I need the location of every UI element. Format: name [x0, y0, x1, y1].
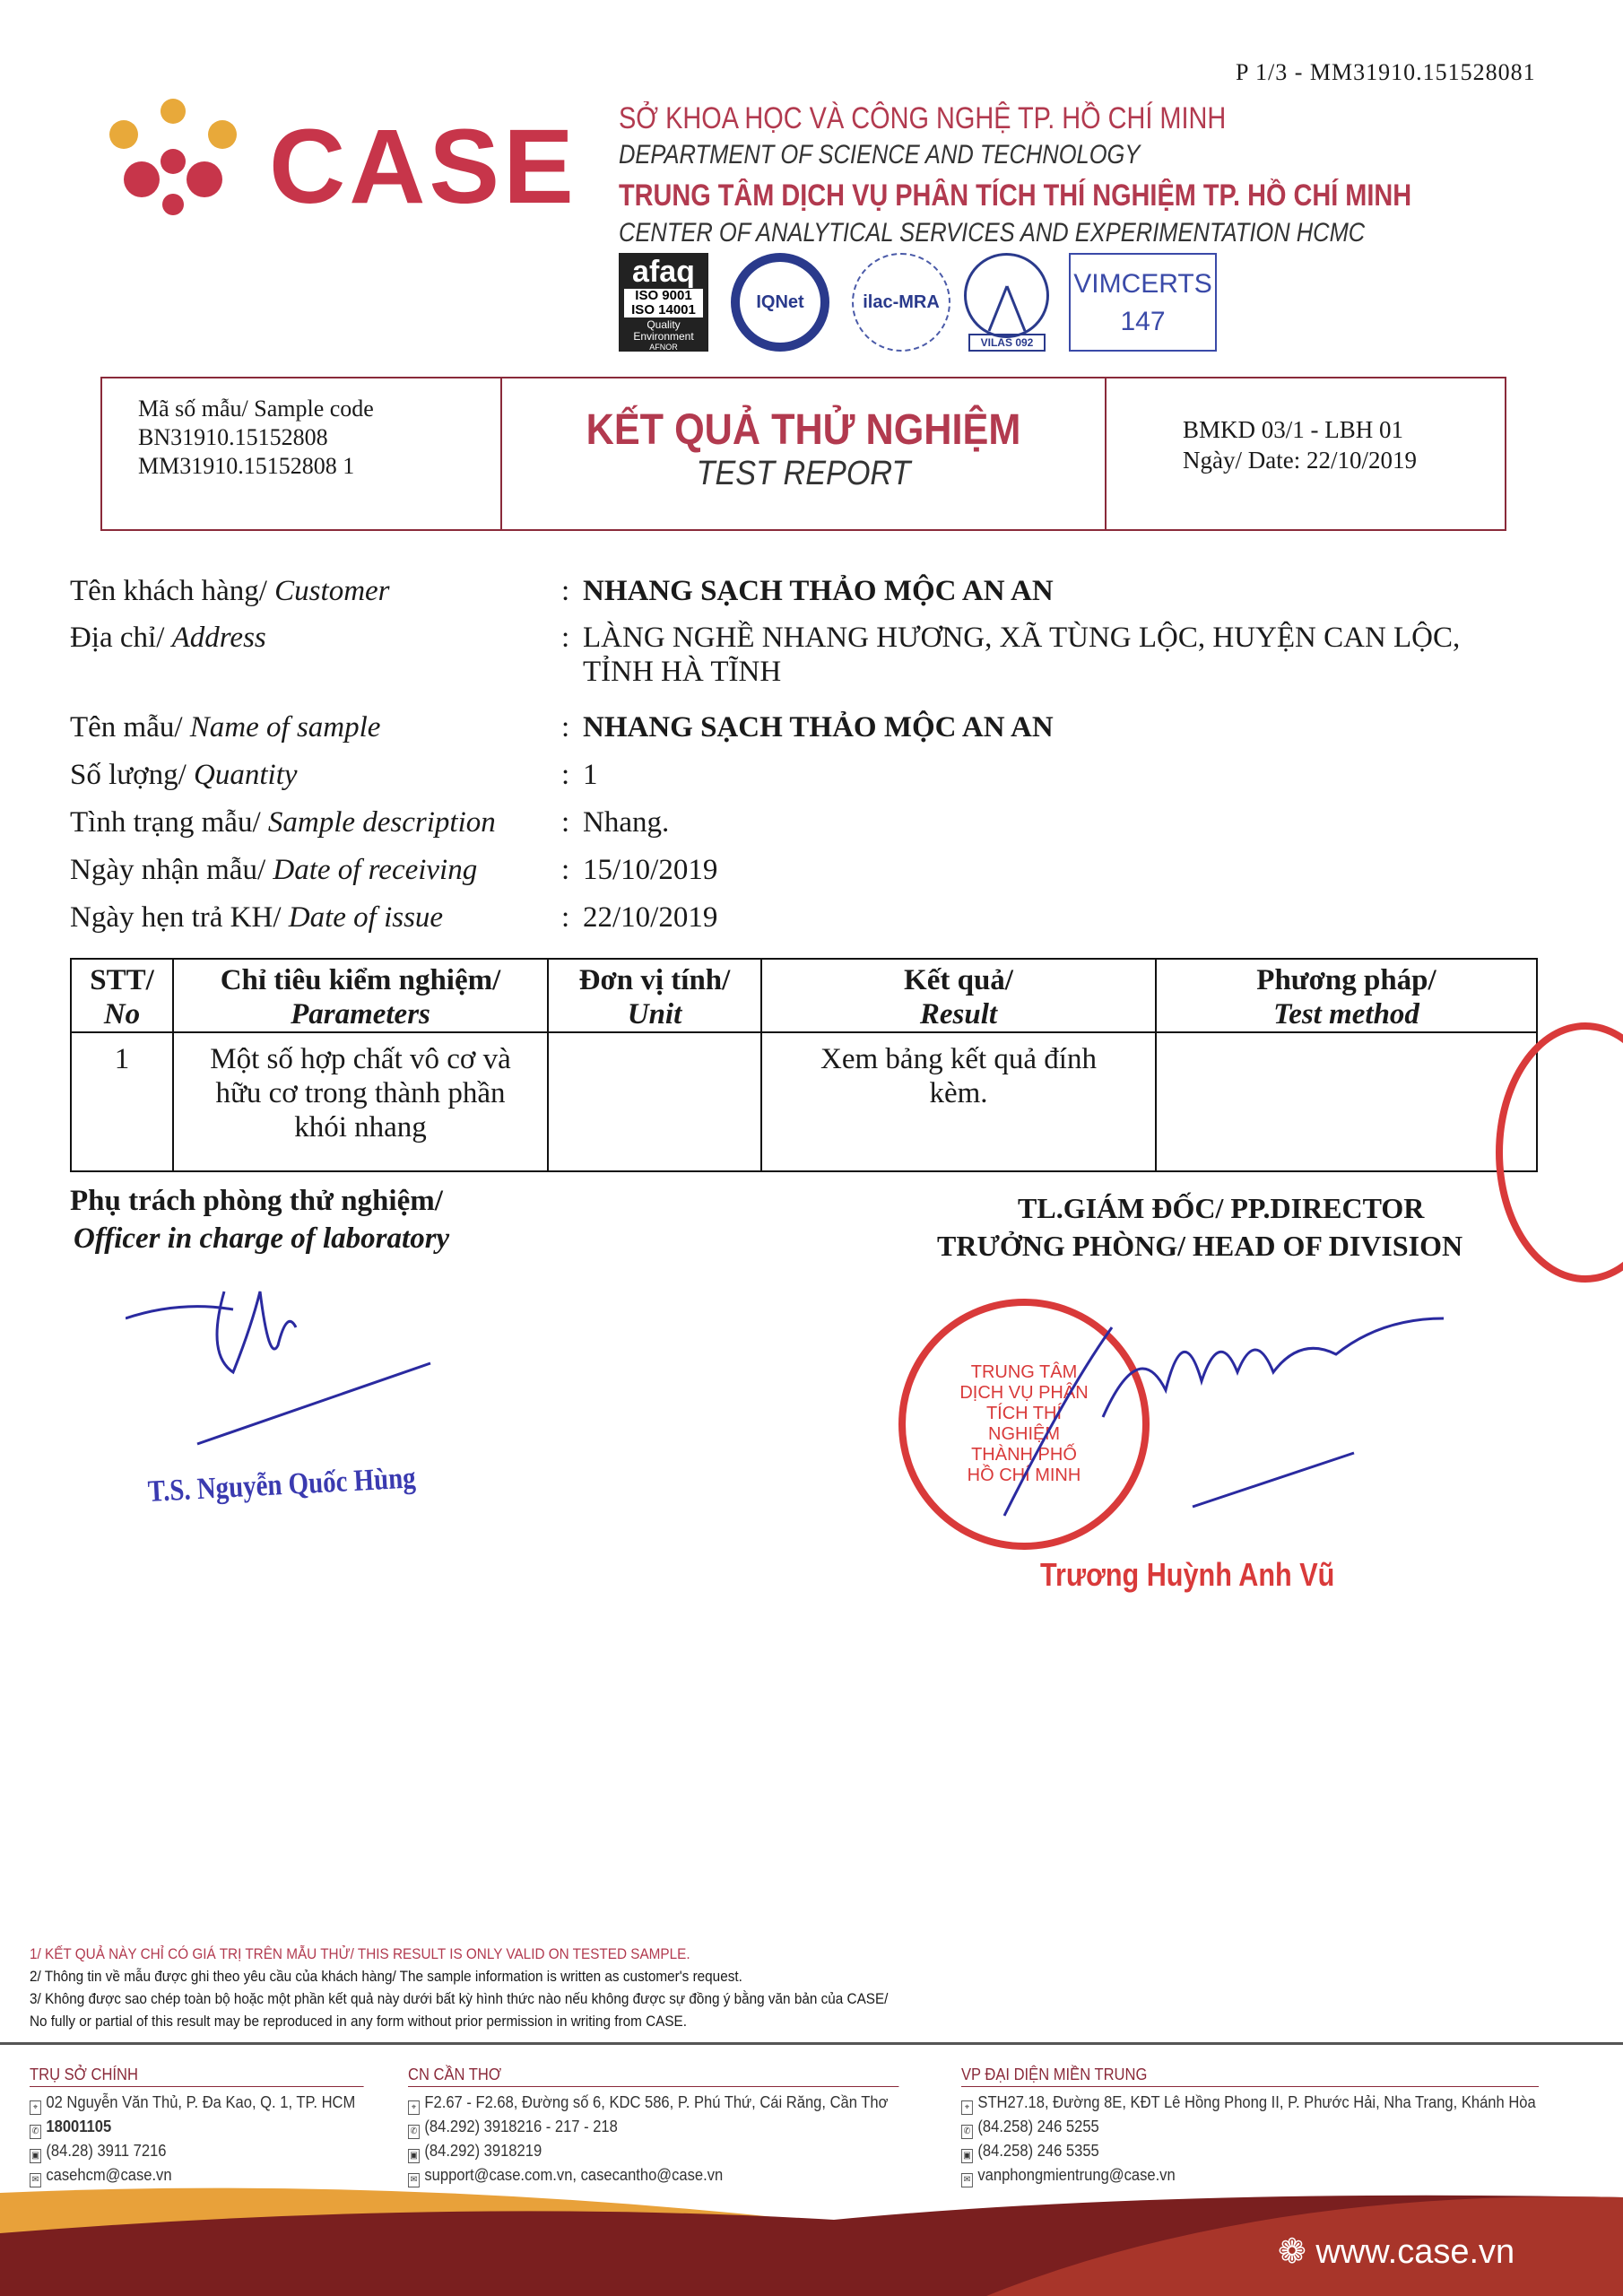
office-address: F2.67 - F2.68, Đường số 6, KDC 586, P. Phú Thứ, Cái Răng, Cần Thơ [424, 2093, 889, 2111]
office-fax: (84.258) 246 5355 [977, 2142, 1099, 2160]
fax-icon: ▣ [961, 2149, 973, 2163]
sample-code-2: MM31910.15152808 1 [138, 453, 355, 479]
info-value: 1 [583, 759, 598, 791]
note-2: 2/ Thông tin về mẫu được ghi theo yêu cầu của khách hàng/ The sample information is written as customer's request. [30, 1968, 742, 1985]
office-phone: 18001105 [46, 2118, 112, 2135]
column-header [71, 959, 173, 1032]
column-header [761, 959, 1156, 1032]
office-block [408, 2063, 898, 2187]
phone-icon: ✆ [30, 2125, 41, 2139]
office-block [30, 2063, 364, 2187]
officer-title-vn: Phụ trách phòng thử nghiệm/ [70, 1185, 443, 1217]
dept-en: DEPARTMENT OF SCIENCE AND TECHNOLOGY [619, 140, 1141, 170]
table-cell: Một số hợp chất vô cơ và hữu cơ trong thành phần khói nhang [173, 1032, 548, 1171]
info-label: Địa chỉ/ Address [70, 622, 266, 654]
email-icon: ✉ [961, 2173, 973, 2187]
office-fax: (84.28) 3911 7216 [46, 2142, 167, 2160]
page-reference: P 1/3 - MM31910.151528081 [1236, 59, 1536, 85]
website-text: www.case.vn [1315, 2233, 1515, 2271]
iqnet-text: IQNet [756, 291, 804, 312]
director-title: TL.GIÁM ĐỐC/ PP.DIRECTOR [1018, 1192, 1425, 1224]
globe-icon: ❁ [1278, 2233, 1316, 2271]
location-icon: ⌖ [961, 2100, 973, 2115]
report-title-vn: KẾT QUẢ THỬ NGHIỆM [586, 406, 1021, 454]
office-fax: (84.292) 3918219 [424, 2142, 542, 2160]
info-value: NHANG SẠCH THẢO MỘC AN AN [583, 575, 1054, 607]
info-label: Ngày nhận mẫu/ Date of receiving [70, 854, 478, 886]
header-vn: STT/ [90, 964, 154, 996]
colon: : [561, 711, 570, 744]
location-icon: ⌖ [30, 2100, 41, 2115]
header-vn: Phương pháp/ [1256, 964, 1436, 996]
officer-name: T.S. Nguyễn Quốc Hùng [147, 1461, 417, 1509]
results-table [70, 958, 1538, 1172]
iqnet-cert-logo [731, 253, 829, 352]
sample-code-1: BN31910.15152808 [138, 424, 328, 450]
header-en: Result [919, 998, 998, 1031]
afaq-foot: AFNOR CERTIFICATION [632, 343, 695, 361]
colon: : [561, 759, 570, 791]
header-vn: Chỉ tiêu kiểm nghiệm/ [220, 964, 501, 996]
table-cell: Xem bảng kết quả đính kèm. [761, 1032, 1156, 1171]
info-label: Số lượng/ Quantity [70, 759, 298, 791]
location-icon: ⌖ [408, 2100, 420, 2115]
note-3: 3/ Không được sao chép toàn bộ hoặc một phần kết quả này dưới bất kỳ hình thức nào nếu không được sự đồng ý bằng văn bản của CASE/ [30, 1990, 889, 2007]
header-en: Parameters [291, 998, 430, 1031]
colon: : [561, 901, 570, 934]
office-address: STH27.18, Đường 8E, KĐT Lê Hồng Phong II, P. Phước Hải, Nha Trang, Khánh Hòa [977, 2093, 1536, 2111]
office-block [961, 2063, 1539, 2187]
table-cell [1156, 1032, 1537, 1171]
info-label: Ngày hẹn trả KH/ Date of issue [70, 901, 444, 934]
info-label: Tên khách hàng/ Customer [70, 575, 390, 607]
vimcerts-box [1069, 253, 1217, 352]
table-header-row [71, 959, 1537, 1032]
note-1: 1/ KẾT QUẢ NÀY CHỈ CÓ GIÁ TRỊ TRÊN MẪU THỬ/ THIS RESULT IS ONLY VALID ON TESTED SAMPLE. [30, 1945, 690, 1962]
vilas-label: VILAS 092 [968, 334, 1046, 352]
director-signature-icon [959, 1300, 1462, 1534]
stamp-text: TRUNG TÂM DỊCH VỤ PHÂN TÍCH THÍ NGHIỆM THÀNH PHỐ HỒ CHÍ MINH [959, 1362, 1089, 1485]
office-phone: (84.292) 3918216 - 217 - 218 [424, 2118, 618, 2135]
report-title-en: TEST REPORT [696, 455, 911, 492]
report-header-box [100, 377, 1506, 531]
officer-signature-icon [126, 1274, 439, 1453]
header-en: No [103, 998, 141, 1031]
afaq-text: afaq [632, 255, 695, 289]
header-en: Test method [1273, 998, 1419, 1031]
officer-title-en: Officer in charge of laboratory [74, 1222, 450, 1255]
info-value: 15/10/2019 [583, 854, 718, 886]
center-en: CENTER OF ANALYTICAL SERVICES AND EXPERIMENTATION HCMC [619, 218, 1366, 248]
division-title: TRƯỞNG PHÒNG/ HEAD OF DIVISION [937, 1230, 1463, 1262]
vimcerts-text: VIMCERTS [1073, 269, 1212, 299]
phone-icon: ✆ [961, 2125, 973, 2139]
note-4: No fully or partial of this result may be reproduced in any form without prior permission in writing from CASE. [30, 2013, 687, 2030]
info-value: LÀNG NGHỀ NHANG HƯƠNG, XÃ TÙNG LỘC, HUYỆN CAN LỘC, TỈNH HÀ TĨNH [583, 622, 1461, 688]
dept-vn: SỞ KHOA HỌC VÀ CÔNG NGHỆ TP. HỒ CHÍ MINH [619, 101, 1227, 135]
report-date: Ngày/ Date: 22/10/2019 [1183, 447, 1417, 474]
colon: : [561, 622, 570, 654]
office-title: VP ĐẠI DIỆN MIỀN TRUNG [961, 2063, 1539, 2087]
colon: : [561, 575, 570, 607]
header-vn: Kết quả/ [904, 964, 1013, 996]
boa-accreditation-logo [964, 253, 1049, 338]
ilac-text: ilac-MRA [863, 291, 940, 312]
column-header [548, 959, 761, 1032]
column-header [1156, 959, 1537, 1032]
fax-icon: ▣ [30, 2149, 41, 2163]
info-value: 22/10/2019 [583, 901, 718, 934]
colon: : [561, 806, 570, 839]
vimcerts-number: 147 [1120, 307, 1166, 336]
column-header [173, 959, 548, 1032]
director-name: Trương Huỳnh Anh Vũ [1040, 1556, 1335, 1593]
info-label: Tên mẫu/ Name of sample [70, 711, 381, 744]
info-label: Tình trạng mẫu/ Sample description [70, 806, 496, 839]
ilac-mra-logo [852, 253, 950, 352]
sample-code-label: Mã số mẫu/ Sample code [138, 396, 374, 422]
header-en: Unit [627, 998, 682, 1031]
office-title: TRỤ SỞ CHÍNH [30, 2063, 364, 2087]
office-address: 02 Nguyễn Văn Thủ, P. Đa Kao, Q. 1, TP. HCM [46, 2093, 356, 2111]
case-logo-text: CASE [269, 108, 577, 226]
header-vn: Đơn vị tính/ [578, 964, 731, 996]
office-email[interactable]: support@case.com.vn, casecantho@case.vn [424, 2166, 724, 2184]
footer-notes [30, 1943, 888, 2032]
office-email[interactable]: vanphongmientrung@case.vn [977, 2166, 1176, 2184]
fax-icon: ▣ [408, 2149, 420, 2163]
phone-icon: ✆ [408, 2125, 420, 2139]
afaq-iso: ISO 9001 ISO 14001 [624, 289, 703, 317]
table-cell: 1 [71, 1032, 173, 1171]
office-title: CN CẦN THƠ [408, 2063, 898, 2087]
center-vn: TRUNG TÂM DỊCH VỤ PHÂN TÍCH THÍ NGHIỆM TP. HỒ CHÍ MINH [619, 178, 1412, 213]
website-link[interactable] [1278, 2231, 1515, 2272]
info-value: Nhang. [583, 806, 670, 839]
office-email[interactable]: casehcm@case.vn [46, 2166, 172, 2184]
colon: : [561, 854, 570, 886]
footer-divider [0, 2042, 1623, 2045]
afaq-cert-logo [619, 253, 708, 361]
email-icon: ✉ [408, 2173, 420, 2187]
email-icon: ✉ [30, 2173, 41, 2187]
table-row [71, 1032, 1537, 1171]
form-code: BMKD 03/1 - LBH 01 [1183, 416, 1404, 443]
afaq-sub: Quality Environment [633, 318, 694, 343]
office-phone: (84.258) 246 5255 [977, 2118, 1099, 2135]
table-cell [548, 1032, 761, 1171]
info-value: NHANG SẠCH THẢO MỘC AN AN [583, 711, 1054, 744]
